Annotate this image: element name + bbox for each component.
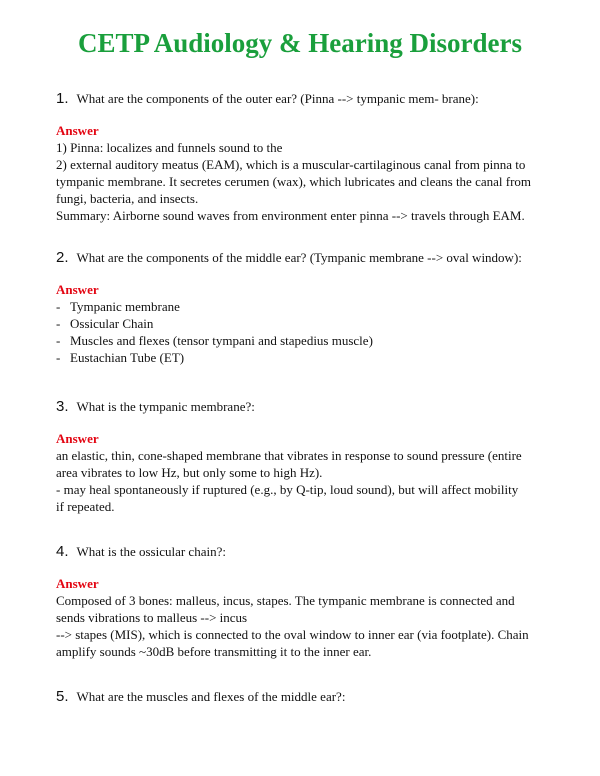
answer-label: Answer — [56, 431, 99, 446]
answer-line: amplify sounds ~30dB before transmitting it to the inner ear. — [56, 644, 372, 659]
question-text: What are the muscles and flexes of the middle ear?: — [76, 689, 346, 704]
answer-line: area vibrates to low Hz, but only some to high Hz). — [56, 465, 323, 480]
question-text: What are the components of the outer ear? (Pinna --> tympanic mem- brane): — [76, 91, 479, 106]
question-number: 1. — [56, 90, 69, 107]
question-number: 5. — [56, 688, 69, 705]
answer-line: sends vibrations to malleus --> incus — [56, 610, 248, 625]
answer-3 — [56, 430, 556, 515]
answer-line: fungi, bacteria, and insects. — [56, 191, 199, 206]
answer-label: Answer — [56, 282, 99, 297]
list-item: - Muscles and flexes (tensor tympani and stapedius muscle) — [56, 333, 373, 348]
question-number: 4. — [56, 543, 69, 560]
answer-line: an elastic, thin, cone-shaped membrane that vibrates in response to sound pressure (entire — [56, 448, 522, 463]
answer-1 — [56, 122, 556, 224]
question-3 — [56, 398, 556, 415]
answer-2 — [56, 281, 556, 366]
answer-line: 2) external auditory meatus (EAM), which is a muscular-cartilaginous canal from pinna to — [56, 157, 526, 172]
answer-list — [56, 298, 556, 366]
question-number: 2. — [56, 249, 69, 266]
question-1 — [56, 90, 556, 107]
answer-line: Composed of 3 bones: malleus, incus, stapes. The tympanic membrane is connected and — [56, 593, 515, 608]
answer-label: Answer — [56, 123, 99, 138]
question-number: 3. — [56, 398, 69, 415]
answer-line: --> stapes (MIS), which is connected to the oval window to inner ear (via footplate). Chain — [56, 627, 529, 642]
list-item: - Eustachian Tube (ET) — [56, 350, 185, 365]
question-text: What are the components of the middle ear? (Tympanic membrane --> oval window): — [76, 250, 522, 265]
question-text: What is the ossicular chain?: — [76, 544, 226, 559]
document-title: CETP Audiology & Hearing Disorders — [77, 28, 523, 58]
answer-line: - may heal spontaneously if ruptured (e.g., by Q-tip, loud sound), but will affect mobility — [56, 482, 519, 497]
answer-line: Summary: Airborne sound waves from environment enter pinna --> travels through EAM. — [56, 208, 525, 223]
question-5 — [56, 688, 556, 705]
answer-label: Answer — [56, 576, 99, 591]
answer-line: 1) Pinna: localizes and funnels sound to the — [56, 140, 283, 155]
question-text: What is the tympanic membrane?: — [76, 399, 255, 414]
answer-line: if repeated. — [56, 499, 115, 514]
question-2 — [56, 249, 556, 266]
list-item: - Ossicular Chain — [56, 316, 154, 331]
question-4 — [56, 543, 556, 560]
answer-4 — [56, 575, 556, 660]
answer-line: tympanic membrane. It secretes cerumen (wax), which lubricates and cleans the canal from — [56, 174, 532, 189]
list-item: - Tympanic membrane — [56, 299, 180, 314]
